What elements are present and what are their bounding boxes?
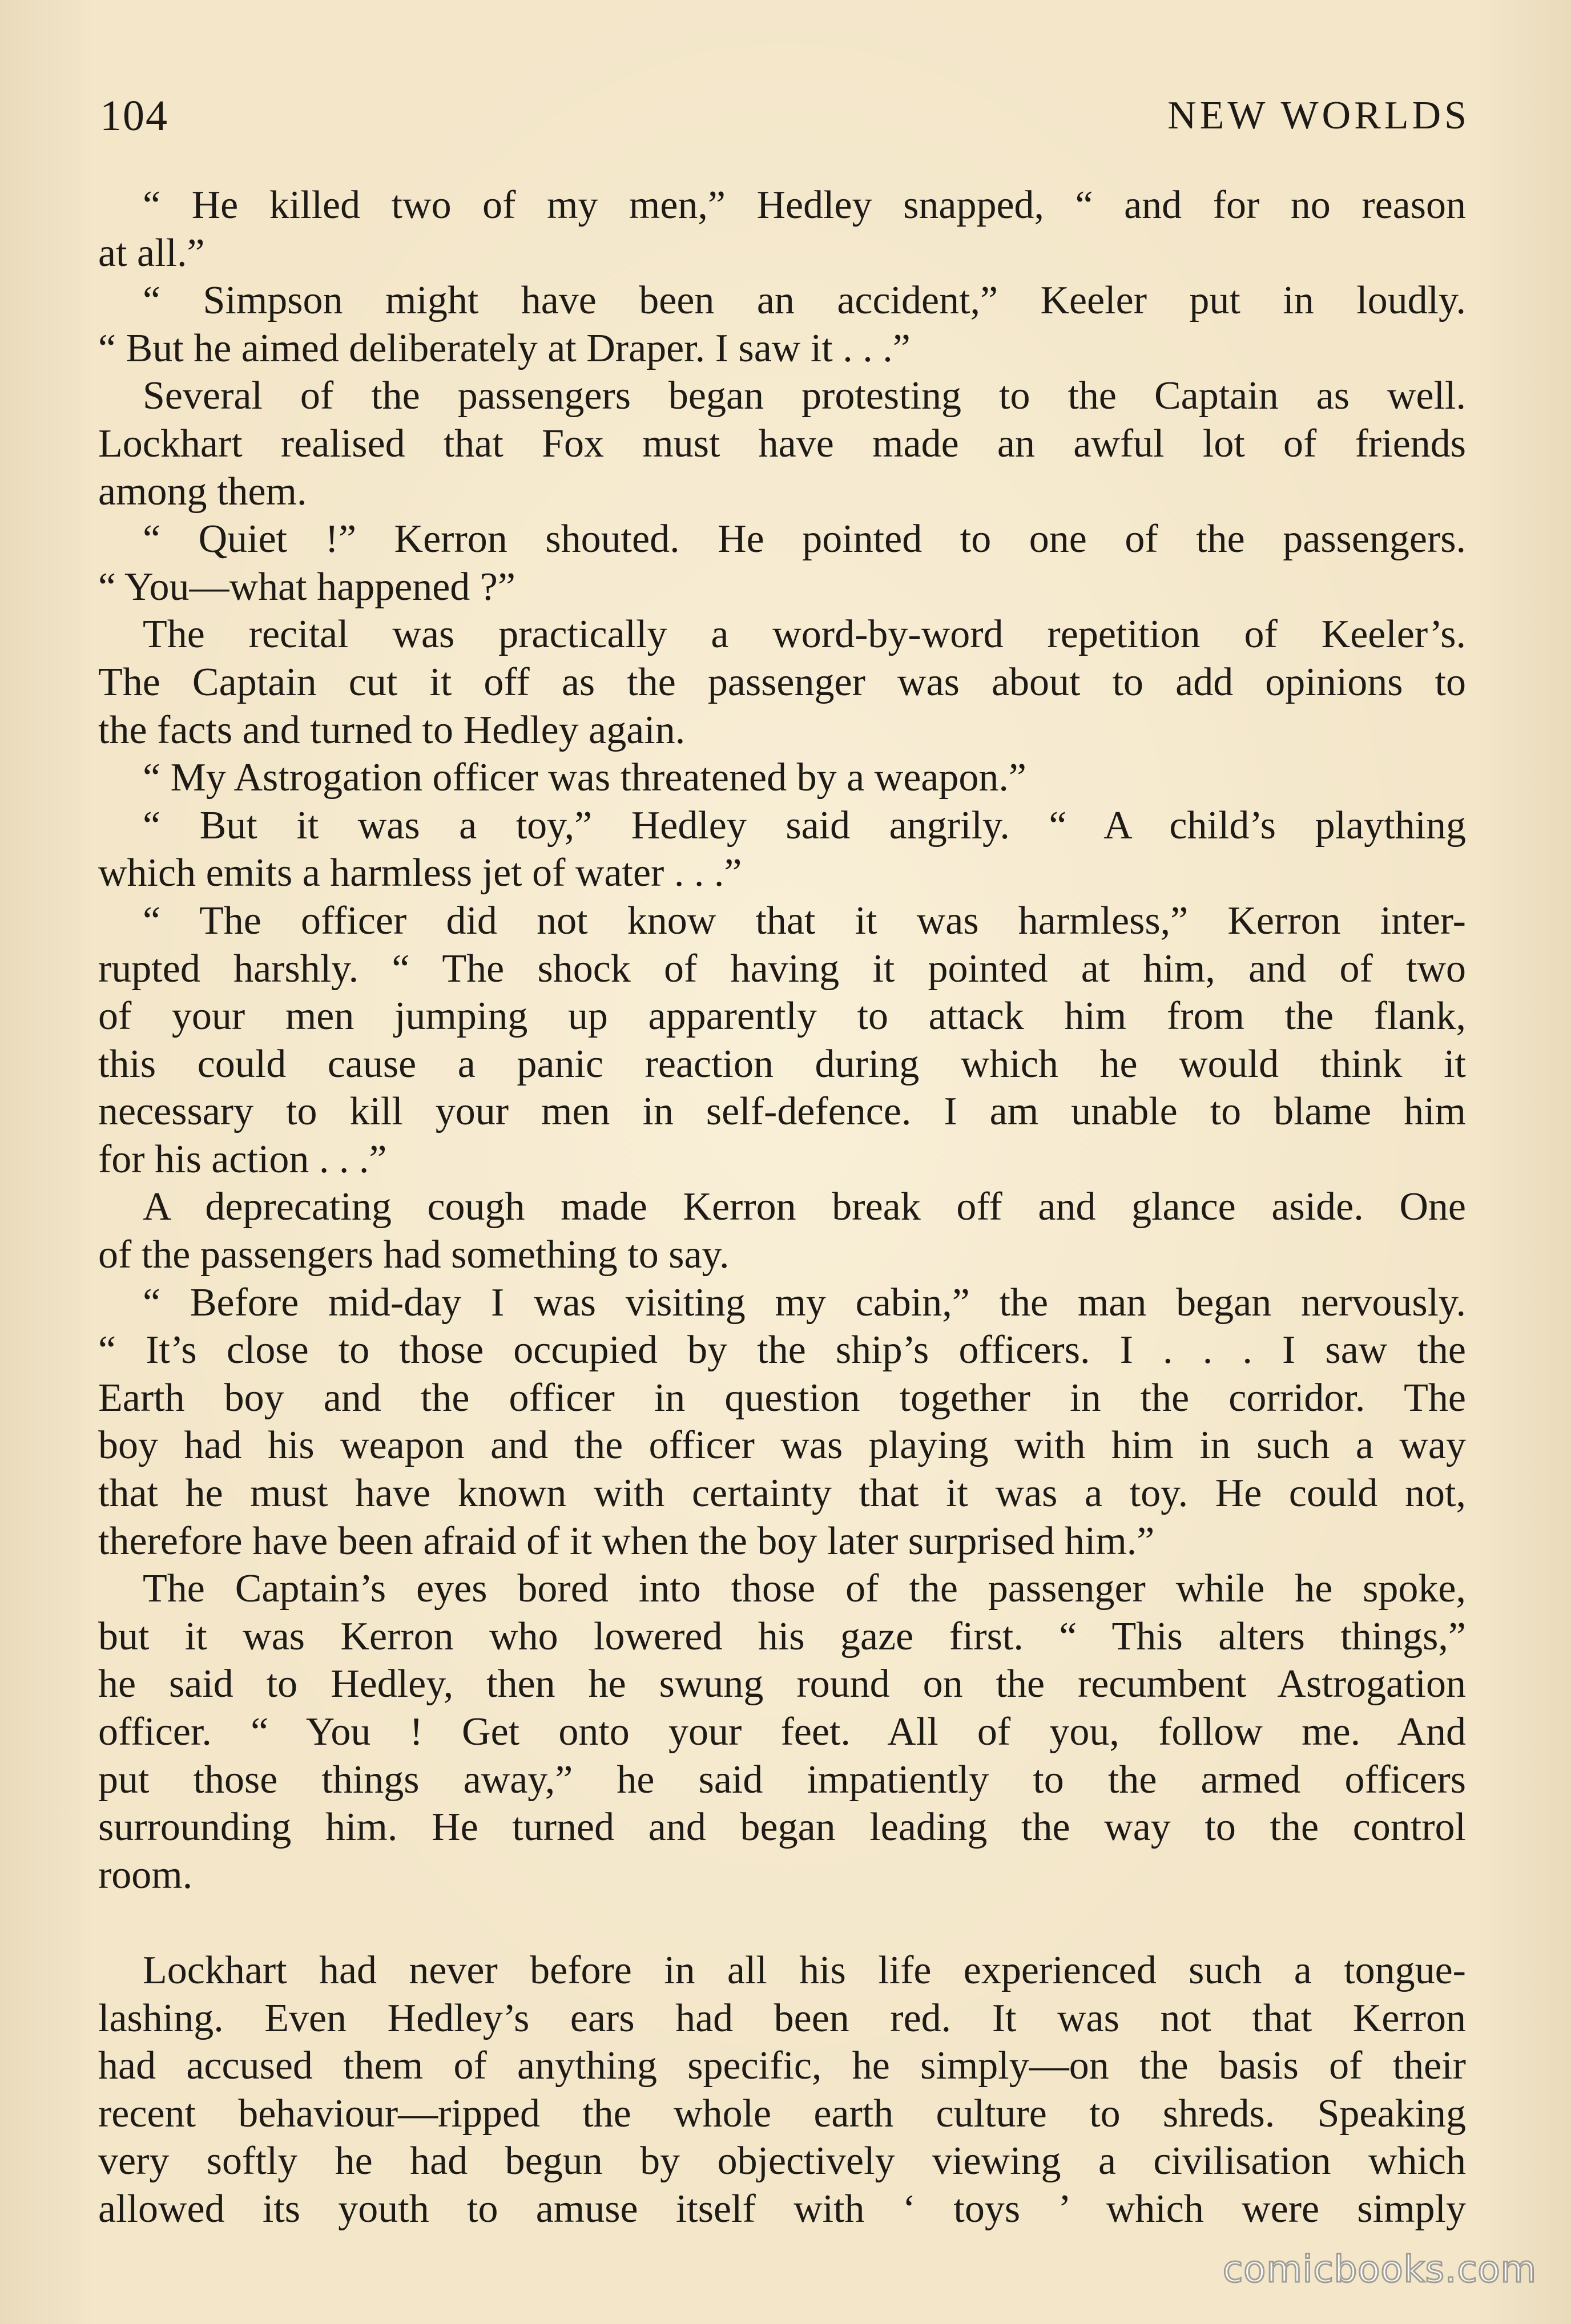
watermark: comicbooks.com xyxy=(1222,2249,1537,2291)
text-line: officer. “ You ! Get onto your feet. All of you, follow me. And xyxy=(98,1710,1466,1754)
text-line: necessary to kill your men in self-defence. I am unable to blame him xyxy=(98,1090,1466,1134)
text-line: therefore have been afraid of it when the boy later surprised him.” xyxy=(98,1519,1155,1563)
text-line: “ My Astrogation officer was threatened by a weapon.” xyxy=(143,756,1026,800)
running-head: NEW WORLDS xyxy=(1167,94,1470,138)
text-line: the facts and turned to Hedley again. xyxy=(98,708,686,752)
text-line: very softly he had begun by objectively viewing a civilisation which xyxy=(98,2139,1466,2184)
text-line: recent behaviour—ripped the whole earth culture to shreds. Speaking xyxy=(98,2091,1466,2136)
section-break xyxy=(98,1899,1466,1947)
text-line: Lockhart realised that Fox must have made an awful lot of friends xyxy=(98,421,1466,466)
text-line: “ It’s close to those occupied by the ship’s officers. I . . . I saw the xyxy=(98,1328,1466,1373)
text-line: put those things away,” he said impatiently to the armed officers xyxy=(98,1757,1466,1802)
text-line: “ Before mid-day I was visiting my cabin,” the man began nervously. xyxy=(143,1280,1466,1325)
page-header xyxy=(100,84,1470,147)
text-line: “ Simpson might have been an accident,” Keeler put in loudly. xyxy=(143,279,1466,323)
text-line: among them. xyxy=(98,469,307,514)
body-text xyxy=(98,181,1466,2233)
text-line: this could cause a panic reaction during which he would think it xyxy=(98,1042,1466,1086)
text-line: but it was Kerron who lowered his gaze first. “ This alters things,” xyxy=(98,1614,1466,1659)
text-line: A deprecating cough made Kerron break off and glance aside. One xyxy=(143,1185,1466,1229)
text-line: The Captain cut it off as the passenger was about to add opinions to xyxy=(98,660,1466,704)
text-line: had accused them of anything specific, he simply—on the basis of their xyxy=(98,2044,1466,2088)
text-line: “ You—what happened ?” xyxy=(98,564,515,609)
text-line: of your men jumping up apparently to attack him from the flank, xyxy=(98,994,1466,1039)
text-line: “ Quiet !” Kerron shouted. He pointed to one of the passengers. xyxy=(143,517,1466,562)
text-line: lashing. Even Hedley’s ears had been red. It was not that Kerron xyxy=(98,1996,1466,2040)
text-line: boy had his weapon and the officer was playing with him in such a way xyxy=(98,1423,1466,1468)
text-line: “ He killed two of my men,” Hedley snapped, “ and for no reason xyxy=(143,183,1466,227)
text-line: Several of the passengers began protesting to the Captain as well. xyxy=(143,374,1466,418)
text-line: at all.” xyxy=(98,231,205,275)
text-line: “ But it was a toy,” Hedley said angrily. “ A child’s plaything xyxy=(143,803,1466,848)
text-line: “ The officer did not know that it was harmless,” Kerron inter- xyxy=(143,898,1466,943)
text-line: for his action . . .” xyxy=(98,1137,387,1181)
text-line: “ But he aimed deliberately at Draper. I saw it . . .” xyxy=(98,326,911,370)
text-line: Earth boy and the officer in question together in the corridor. The xyxy=(98,1375,1466,1420)
text-line: The Captain’s eyes bored into those of the passenger while he spoke, xyxy=(143,1567,1466,1611)
text-line: allowed its youth to amuse itself with ‘ toys ’ which were simply xyxy=(98,2186,1466,2231)
text-line: Lockhart had never before in all his life experienced such a tongue- xyxy=(143,1948,1466,1992)
text-line: he said to Hedley, then he swung round on the recumbent Astrogation xyxy=(98,1662,1466,1706)
text-line: The recital was practically a word-by-word repetition of Keeler’s. xyxy=(143,612,1466,657)
text-line: room. xyxy=(98,1853,193,1897)
text-line: surrounding him. He turned and began leading the way to the control xyxy=(98,1805,1466,1850)
text-line: which emits a harmless jet of water . . .” xyxy=(98,851,742,895)
text-line: of the passengers had something to say. xyxy=(98,1233,730,1277)
text-line: that he must have known with certainty that it was a toy. He could not, xyxy=(98,1471,1466,1516)
text-line: rupted harshly. “ The shock of having it pointed at him, and of two xyxy=(98,946,1466,991)
page-number: 104 xyxy=(100,92,168,140)
